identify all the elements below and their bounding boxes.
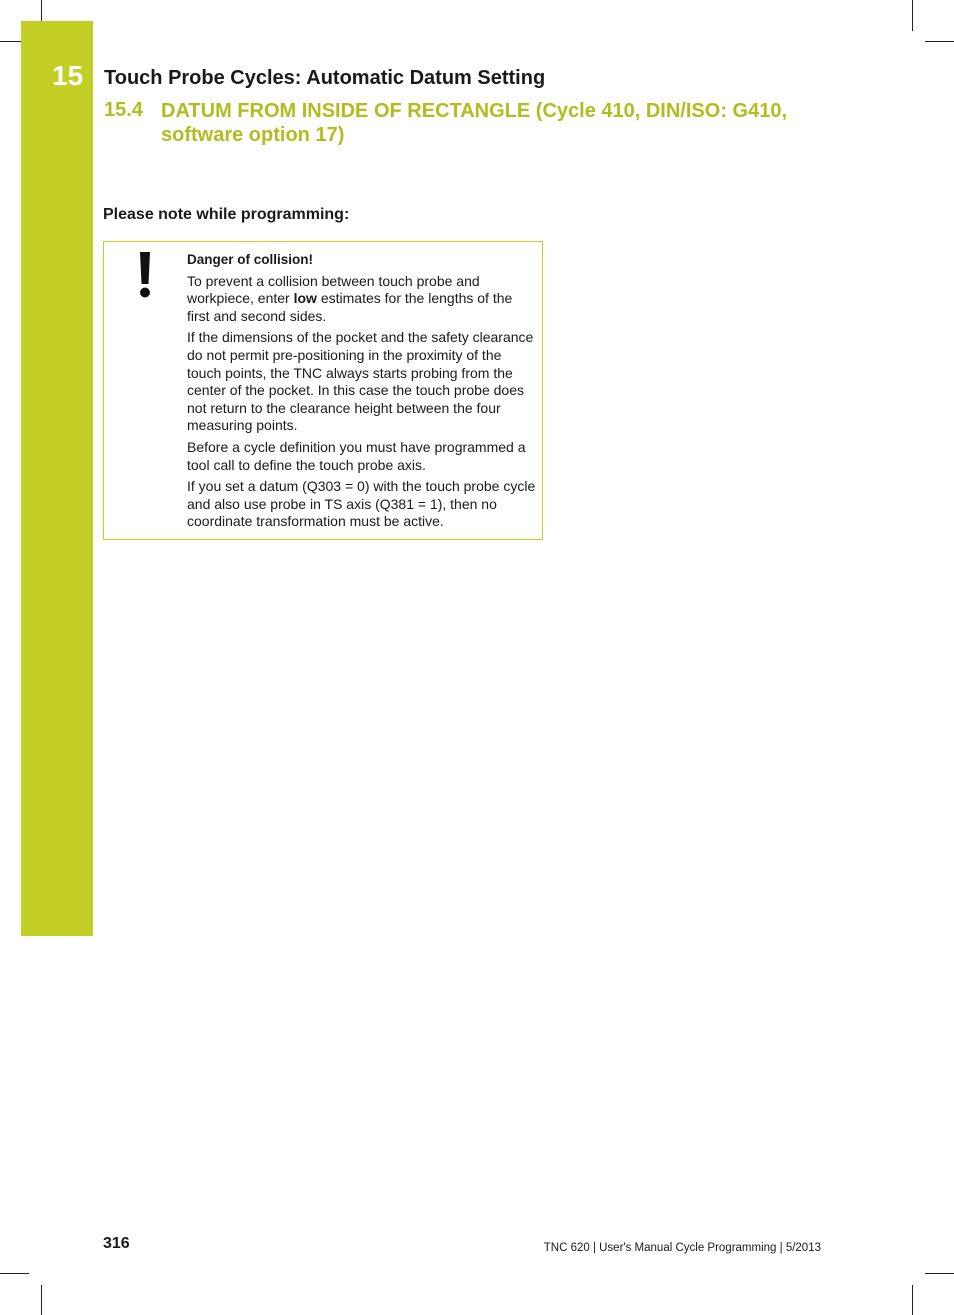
crop-mark	[0, 1273, 29, 1274]
note-paragraph: If you set a datum (Q303 = 0) with the touch probe cycle and also use probe in TS axis (Q381 = 1), then no coordinate transformation must be active.	[187, 478, 536, 530]
crop-mark	[925, 41, 954, 42]
note-paragraph	[187, 273, 537, 326]
chapter-sidebar	[21, 21, 93, 936]
note-bold-text: low	[293, 290, 317, 307]
crop-mark	[925, 1273, 954, 1274]
exclamation-icon	[138, 252, 152, 298]
crop-mark	[41, 0, 42, 21]
warning-note	[103, 241, 543, 540]
crop-mark	[912, 1285, 913, 1315]
note-paragraph: Before a cycle definition you must have programmed a tool call to define the touch probe axis.	[187, 438, 526, 473]
note-text-span: To prevent a collision between touch probe and workpiece, enter	[187, 272, 480, 307]
crop-mark	[41, 1285, 42, 1315]
note-heading: Danger of collision!	[187, 252, 314, 267]
chapter-number: 15	[52, 60, 84, 91]
crop-mark	[0, 41, 21, 42]
note-divider	[186, 538, 542, 539]
chapter-title: Touch Probe Cycles: Automatic Datum Setting	[104, 67, 546, 89]
note-paragraph: If the dimensions of the pocket and the safety clearance do not permit pre-positioning in the proximity of the touch points, the TNC always starts probing from the center of the pocket. In this case the touch probe does not return to the clearance height between the four measuring points.	[187, 329, 534, 434]
crop-mark	[912, 0, 913, 31]
page-number: 316	[103, 1235, 130, 1252]
section-number: 15.4	[104, 99, 143, 121]
section-title: DATUM FROM INSIDE OF RECTANGLE (Cycle 410, DIN/ISO: G410, software option 17)	[161, 100, 788, 146]
footer-text: TNC 620 | User's Manual Cycle Programming | 5/2013	[543, 1242, 821, 1254]
note-text-span: estimates for the lengths of the first and second sides.	[187, 290, 513, 324]
note-body	[187, 251, 537, 535]
subheading: Please note while programming:	[103, 206, 350, 223]
